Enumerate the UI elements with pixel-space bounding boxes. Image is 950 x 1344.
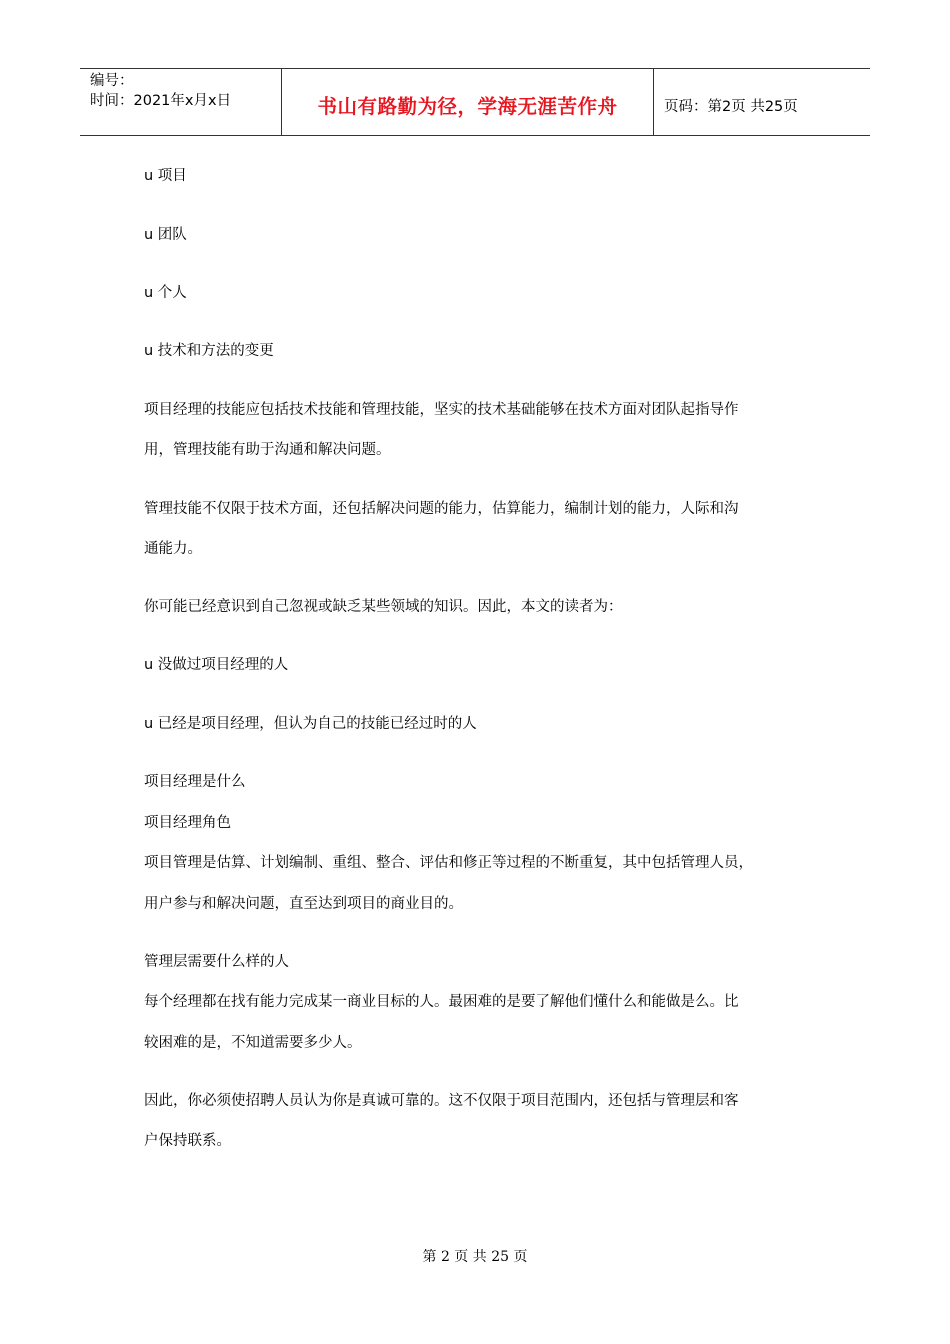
- bullet-individual: u 个人: [144, 285, 187, 301]
- paragraph-line: 项目经理的技能应包括技术技能和管理技能，坚实的技术基础能够在技术方面对团队起指导作: [144, 402, 739, 418]
- page-info: 页码：第2页 共25页: [664, 98, 798, 115]
- section-heading: 管理层需要什么样的人: [144, 954, 289, 970]
- paragraph-line: 户保持联系。: [144, 1133, 231, 1149]
- paragraph-line: 因此，你必须使招聘人员认为你是真诚可靠的。这不仅限于项目范围内，还包括与管理层和客: [144, 1093, 739, 1109]
- document-header: [80, 68, 870, 136]
- bullet-project: u 项目: [144, 168, 187, 184]
- motto-text: 书山有路勤为径，学海无涯苦作舟: [317, 95, 618, 118]
- paragraph-line: 用，管理技能有助于沟通和解决问题。: [144, 442, 391, 458]
- bullet-outdated-pm: u 已经是项目经理，但认为自己的技能已经过时的人: [144, 716, 477, 732]
- number-label: 编号：: [90, 73, 134, 89]
- paragraph-line: 较困难的是，不知道需要多少人。: [144, 1035, 362, 1051]
- section-heading: 项目经理角色: [144, 815, 231, 831]
- footer-page-number: 第 2 页 共 25 页: [422, 1249, 528, 1265]
- bullet-tech-change: u 技术和方法的变更: [144, 343, 274, 359]
- paragraph-line: 你可能已经意识到自己忽视或缺乏某些领域的知识。因此，本文的读者为：: [144, 599, 623, 615]
- paragraph-line: 项目管理是估算、计划编制、重组、整合、评估和修正等过程的不断重复，其中包括管理人员，: [144, 855, 753, 871]
- header-left-cell: [80, 69, 282, 135]
- paragraph-line: 用户参与和解决问题，直至达到项目的商业目的。: [144, 896, 463, 912]
- paragraph-line: 通能力。: [144, 541, 202, 557]
- time-label: 时间：2021年x月x日: [90, 93, 232, 109]
- section-heading: 项目经理是什么: [144, 774, 246, 790]
- page-footer: [0, 1246, 950, 1266]
- bullet-not-pm: u 没做过项目经理的人: [144, 657, 289, 673]
- paragraph-line: 管理技能不仅限于技术方面，还包括解决问题的能力，估算能力，编制计划的能力，人际和沟: [144, 501, 739, 517]
- header-motto-cell: [282, 69, 654, 135]
- header-page-cell: [654, 69, 870, 135]
- bullet-team: u 团队: [144, 227, 187, 243]
- paragraph-line: 每个经理都在找有能力完成某一商业目标的人。最困难的是要了解他们懂什么和能做是么。比: [144, 994, 739, 1010]
